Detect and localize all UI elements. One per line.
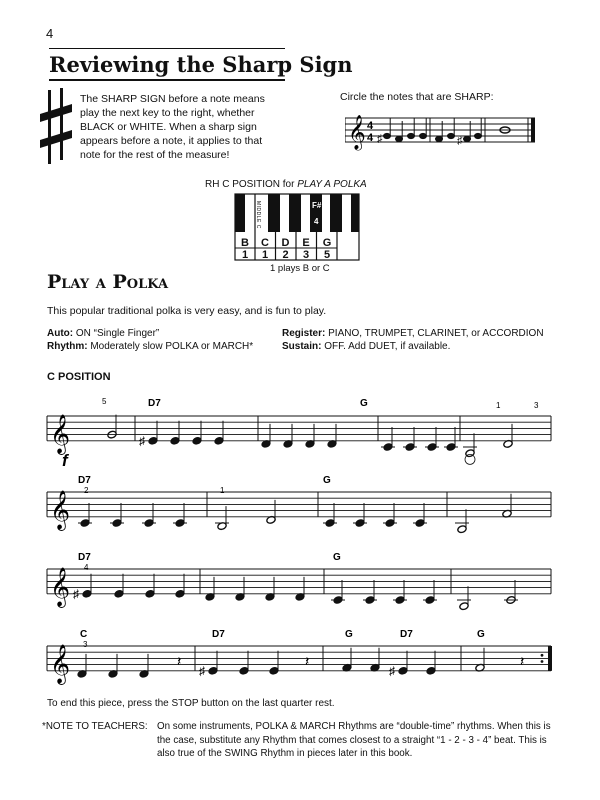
teacher-note-label: *NOTE TO TEACHERS:	[42, 721, 148, 732]
repeat-dot	[541, 660, 544, 663]
finger-b: 1	[241, 249, 249, 261]
chord-symbol: C	[80, 629, 88, 640]
key-label-g: G	[322, 237, 332, 249]
sharp-accidental: ♯	[73, 586, 79, 601]
fingering: 3	[534, 401, 539, 410]
page-number: 4	[46, 26, 54, 41]
polka-description: This popular traditional polka is very easy, and is fun to play.	[47, 305, 327, 317]
position-label: C POSITION	[47, 371, 111, 383]
f-sharp-finger: 4	[314, 217, 319, 226]
music-score	[0, 380, 600, 690]
fingering: 3	[83, 640, 88, 649]
keyboard-caption: RH C POSITION for PLAY A POLKA	[205, 179, 367, 190]
fingering: 4	[84, 563, 89, 572]
staff-system	[47, 645, 551, 685]
title-rule-top	[49, 48, 285, 49]
repeat-dot	[541, 654, 544, 657]
chord-symbol: G	[345, 629, 353, 640]
sharp-section-title: Reviewing the Sharp Sign	[49, 52, 353, 77]
svg-text:♯: ♯	[457, 135, 463, 147]
staff-system	[47, 491, 551, 531]
teacher-note-text: On some instruments, POLKA & MARCH Rhythms are “double-time” rhythms. When this is the case, substitute any Rhythm that comes closest to a straight “1 - 2 - 3 - 4” beat. This is also true of the SWING Rhythm in pieces later in this book.	[157, 721, 551, 759]
chord-symbol: D7	[212, 629, 225, 640]
finger-g: 5	[323, 249, 331, 261]
treble-clef-icon: 𝄞	[348, 116, 366, 149]
treble-clef-icon: 𝄞	[50, 490, 71, 529]
sustain-setting: Sustain: OFF. Add DUET, if available.	[282, 341, 451, 352]
finger-c: 1	[261, 249, 269, 261]
sharp-sign-icon	[36, 88, 76, 166]
key-label-c: C	[261, 237, 269, 249]
chord-symbol: D7	[148, 398, 161, 409]
chord-symbol: G	[477, 629, 485, 640]
f-sharp-key	[310, 194, 322, 232]
time-sig-bottom: 4	[367, 132, 374, 144]
sharp-accidental: ♯	[199, 663, 205, 678]
exercise-instruction: Circle the notes that are SHARP:	[340, 91, 494, 103]
fingering: 1	[496, 401, 501, 410]
final-barline	[548, 646, 552, 671]
sharp-accidental: ♯	[139, 433, 145, 448]
treble-clef-icon: 𝄞	[50, 644, 71, 683]
finger-e: 3	[302, 249, 310, 261]
rhythm-setting: Rhythm: Moderately slow POLKA or MARCH*	[47, 341, 254, 352]
chord-symbol: D7	[78, 475, 91, 486]
quarter-rest-icon: 𝄽	[305, 652, 310, 669]
chord-symbol: G	[333, 552, 341, 563]
f-sharp-label: F#	[312, 201, 322, 210]
chord-symbol: G	[360, 398, 368, 409]
key-label-b: B	[241, 237, 249, 249]
chord-symbol: D7	[78, 552, 91, 563]
end-instruction: To end this piece, press the STOP button on the last quarter rest.	[47, 698, 335, 709]
quarter-rest-icon: 𝄽	[177, 652, 182, 669]
sharp-explanation: The SHARP SIGN before a note means play the next key to the right, whether BLACK or WHITE. When a sharp sign appears before a note, it applies to that note for the rest of the measure!	[80, 93, 265, 161]
sharp-accidental: ♯	[389, 663, 395, 678]
treble-clef-icon: 𝄞	[50, 414, 71, 453]
auto-setting: Auto: ON “Single Finger”	[47, 328, 160, 339]
title-rule-bottom	[49, 79, 285, 81]
fingering: 5	[102, 397, 107, 406]
treble-clef-icon: 𝄞	[50, 567, 71, 606]
fingering: 1	[220, 486, 225, 495]
chord-symbol: D7	[400, 629, 413, 640]
teacher-note	[42, 720, 557, 761]
middle-c-label: MIDDLE C	[255, 201, 261, 229]
finger-d: 2	[282, 249, 289, 261]
staff-system	[47, 415, 551, 455]
quarter-rest-icon: 𝄽	[520, 652, 525, 669]
fingering: 2	[84, 486, 89, 495]
key-label-e: E	[302, 237, 310, 249]
keyboard-subcaption: 1 plays B or C	[270, 263, 330, 274]
polka-title: Play a Polka	[47, 271, 169, 293]
register-setting: Register: PIANO, TRUMPET, CLARINET, or ACCORDION	[282, 328, 544, 339]
sharp-exercise-staff	[345, 108, 545, 154]
chord-symbol: G	[323, 475, 331, 486]
keyboard-diagram	[234, 193, 360, 261]
time-sig-top: 4	[367, 120, 374, 132]
dynamic-forte: f	[62, 451, 68, 470]
svg-text:♯: ♯	[377, 133, 383, 145]
key-label-d: D	[281, 237, 290, 249]
